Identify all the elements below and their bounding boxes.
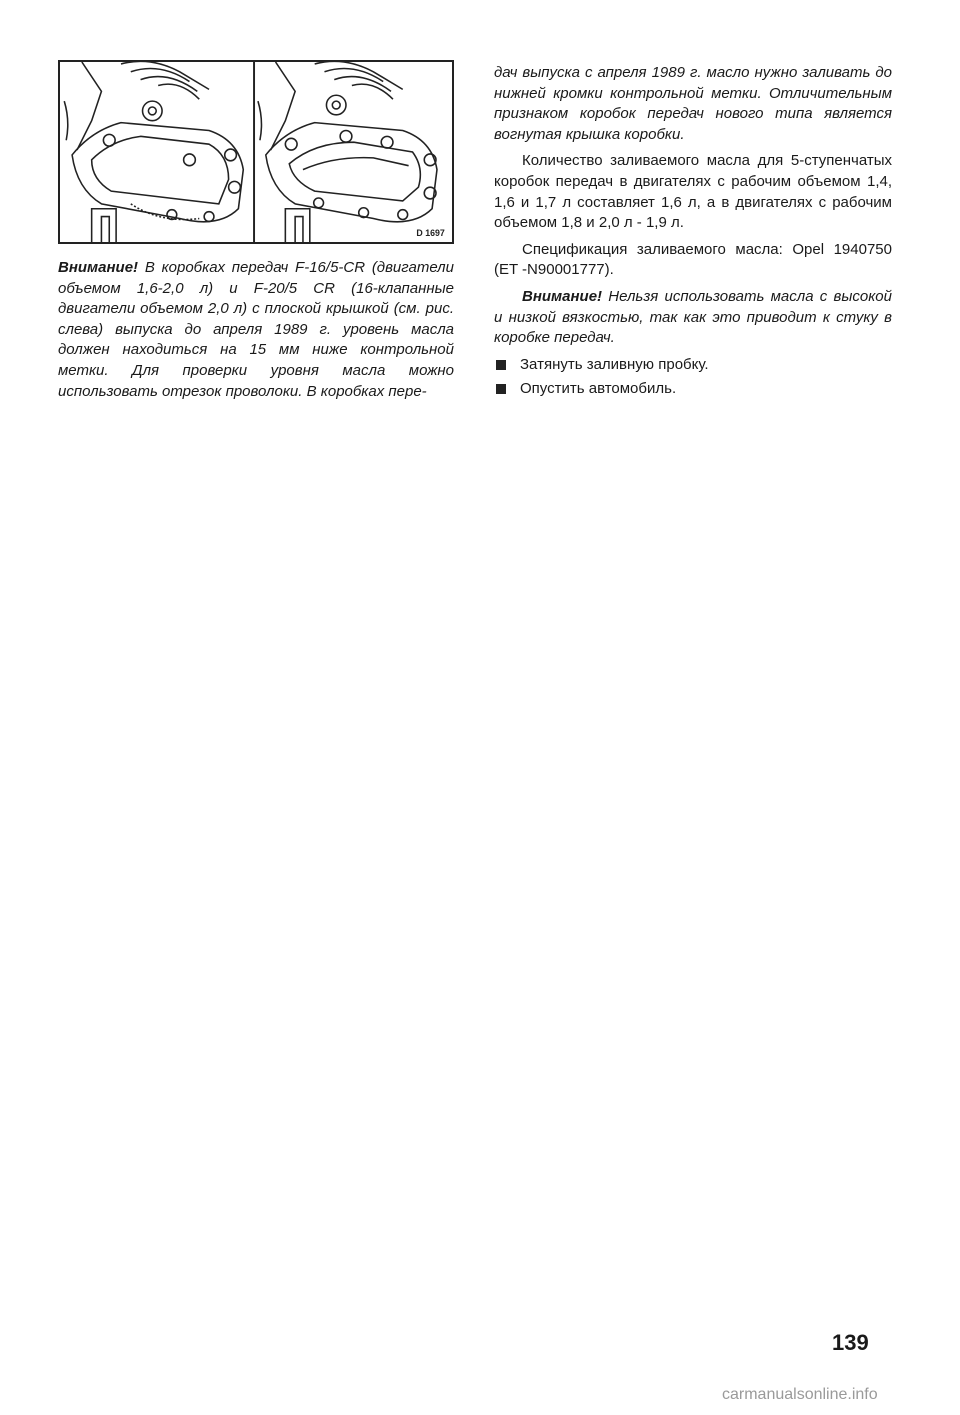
bullet-item: [494, 355, 892, 376]
page-number: 139: [832, 1330, 869, 1355]
bullet-text: Опустить автомобиль.: [520, 380, 677, 398]
attention-label: Внимание!: [58, 259, 139, 276]
right-column: [494, 63, 892, 404]
watermark: carmanualsonline.info: [722, 1386, 878, 1403]
attention-text: В коробках передач F-16/5-CR (двигатели объемом 1,6-2,0 л) и F-20/5 CR (16-клапанные двигатели объемом 2,0 л) с плоской крышкой (см. рис. слева) выпуска до апреля 1989 г. уровень масла должен находиться на 15 мм ниже контрольной метки. Для проверки уровня масла можно использовать отрезок проволоки. В коробках пере-: [58, 259, 454, 400]
concave-cover-view: [258, 62, 437, 242]
figure-code: D 1697: [416, 228, 445, 239]
attention-text-2: Нельзя использовать масла с высокой и низкой вязкостью, так как это приводит к стуку в коробке передач.: [494, 287, 892, 347]
bullet-item: [494, 379, 892, 400]
left-column: [58, 258, 454, 408]
continuation-paragraph: дач выпуска с апреля 1989 г. масло нужно заливать до нижней кромки контрольной метки. Отличительным признаком коробок передач нового типа является вогнутая крышка коробки.: [494, 64, 892, 143]
attention-label-2: Внимание!: [522, 287, 603, 305]
oil-quantity-paragraph: Количество заливаемого масла для 5-ступенчатых коробок передач в двигателях с рабочим объемом 1,4, 1,6 и 1,7 л составляет 1,6 л, а в двигателях с рабочим объемом 1,8 и 2,0 л - 1,9 л.: [494, 152, 892, 232]
bullet-text: Затянуть заливную пробку.: [520, 355, 709, 373]
gearbox-cover-illustration: [58, 60, 454, 244]
attention-paragraph-2: [494, 287, 892, 349]
attention-paragraph-1: [58, 258, 454, 402]
oil-spec-paragraph: Спецификация заливаемого масла: Opel 1940750 (ET -N90001777).: [494, 240, 892, 279]
flat-cover-view: [64, 62, 243, 242]
bullet-square-icon: [496, 360, 506, 370]
gearbox-drawing: [60, 62, 452, 242]
bullet-square-icon: [496, 384, 506, 394]
